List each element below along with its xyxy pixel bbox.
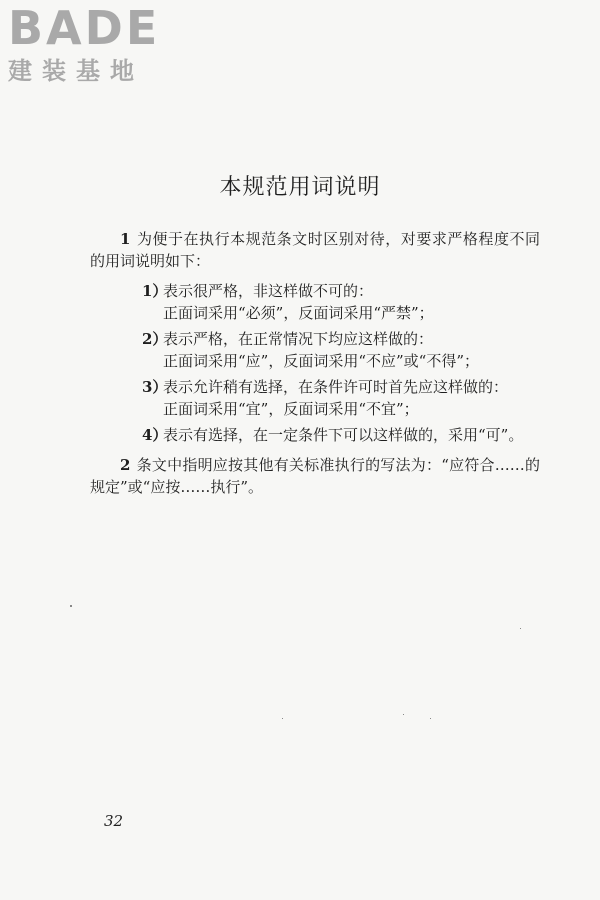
document-body [90, 228, 540, 506]
clause-1 [90, 228, 540, 272]
item-number: 4） [142, 426, 168, 444]
item-wording: 正面词采用“必须”，反面词采用“严禁”； [163, 304, 434, 322]
item-number: 3） [142, 378, 168, 396]
scan-speck [430, 718, 431, 719]
item-condition: 表示严格，在正常情况下均应这样做的： [163, 330, 434, 348]
item-condition: 表示允许稍有选择，在条件许可时首先应这样做的： [163, 378, 509, 396]
item-condition: 表示有选择，在一定条件下可以这样做的，采用“可”。 [163, 426, 524, 444]
item-number: 2） [142, 330, 168, 348]
scan-speck [70, 605, 72, 607]
page-number: 32 [104, 812, 124, 830]
list-item-4 [90, 424, 540, 446]
clause-text: 条文中指明应按其他有关标准执行的写法为：“应符合……的规定”或“应按……执行”。 [90, 456, 540, 496]
clause-2 [90, 454, 540, 498]
item-wording: 正面词采用“应”，反面词采用“不应”或“不得”； [163, 352, 480, 370]
scan-speck [403, 714, 404, 715]
list-item-3 [90, 376, 540, 420]
item-condition: 表示很严格，非这样做不可的： [163, 282, 374, 300]
list-item-1 [90, 280, 540, 324]
item-number: 1） [142, 282, 168, 300]
list-item-2 [90, 328, 540, 372]
clause-number: 2 [120, 456, 131, 474]
watermark-latin: BADE [8, 1, 161, 55]
scan-speck [520, 628, 521, 629]
watermark-cjk: 建装基地 [8, 57, 144, 85]
clause-text: 为便于在执行本规范条文时区别对待，对要求严格程度不同的用词说明如下： [90, 230, 540, 270]
scan-speck [282, 718, 283, 719]
bade-watermark-logo [8, 1, 178, 86]
item-wording: 正面词采用“宜”，反面词采用“不宜”； [163, 400, 419, 418]
clause-number: 1 [120, 230, 131, 248]
page-title: 本规范用词说明 [219, 175, 381, 200]
